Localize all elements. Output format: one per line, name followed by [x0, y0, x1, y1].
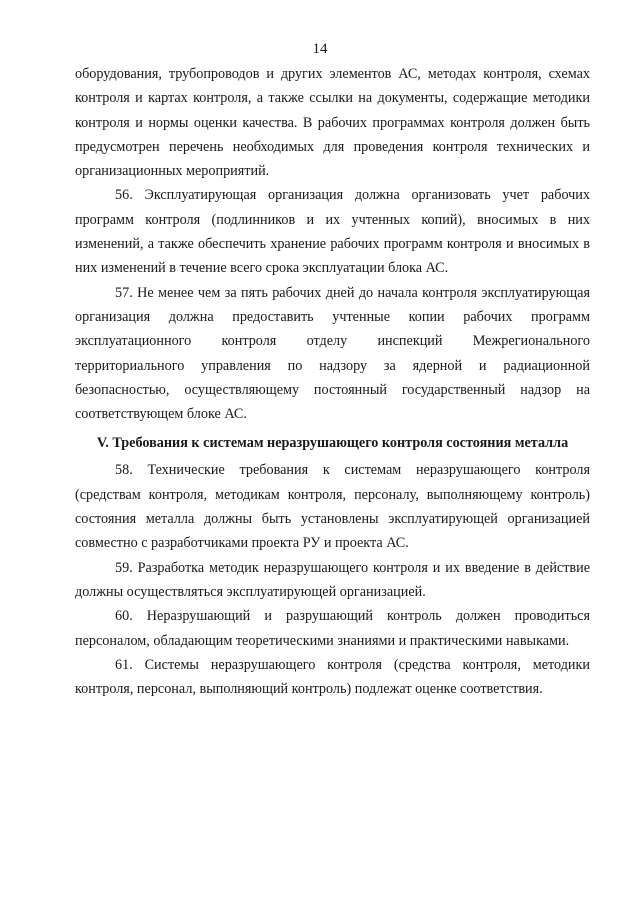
paragraph-61: 61. Системы неразрушающего контроля (средства контроля, методики контроля, персонал, выполняющий контроль) подлежат оценке соответствия.: [75, 656, 590, 698]
page-number: 14: [312, 41, 328, 57]
page-body: [75, 62, 590, 701]
paragraph-continuation: оборудования, трубопроводов и других элементов АС, методах контроля, схемах контроля и картах контроля, а также ссылки на документы, содержащие методики контроля и нормы оценки качества. В рабочих программах контроля должен быть предусмотрен перечень необходимых для проведения контроля технических и организационных мероприятий.: [75, 66, 590, 180]
paragraph-56: 56. Эксплуатирующая организация должна организовать учет рабочих программ контроля (подлинников и их учтенных копий), вносимых в них изменений, а также обеспечить хранение рабочих программ контроля и вносимых в них изменений в течение всего срока эксплуатации блока АС.: [75, 187, 590, 277]
paragraph-59: 59. Разработка методик неразрушающего контроля и их введение в действие должны осуществляться эксплуатирующей организацией.: [75, 559, 590, 600]
paragraph-57: 57. Не менее чем за пять рабочих дней до начала контроля эксплуатирующая организация должна предоставить учтенные копии рабочих программ эксплуатационного контроля отделу инспекций Межрегионального территориального управления по надзору за ядерной и радиационной безопасностью, осуществляющему постоянный государственный надзор на соответствующем блоке АС.: [75, 284, 590, 423]
paragraph-58: 58. Технические требования к системам неразрушающего контроля (средствам контроля, методикам контроля, персоналу, выполняющему контроль) состояния металла должны быть установлены эксплуатирующей организацией совместно с разработчиками проекта РУ и проекта АС.: [75, 462, 590, 552]
section-heading: V. Требования к системам неразрушающего контроля состояния металла: [96, 435, 569, 452]
paragraph-60: 60. Неразрушающий и разрушающий контроль должен проводиться персоналом, обладающим теоретическими знаниями и практическими навыками.: [75, 608, 590, 649]
